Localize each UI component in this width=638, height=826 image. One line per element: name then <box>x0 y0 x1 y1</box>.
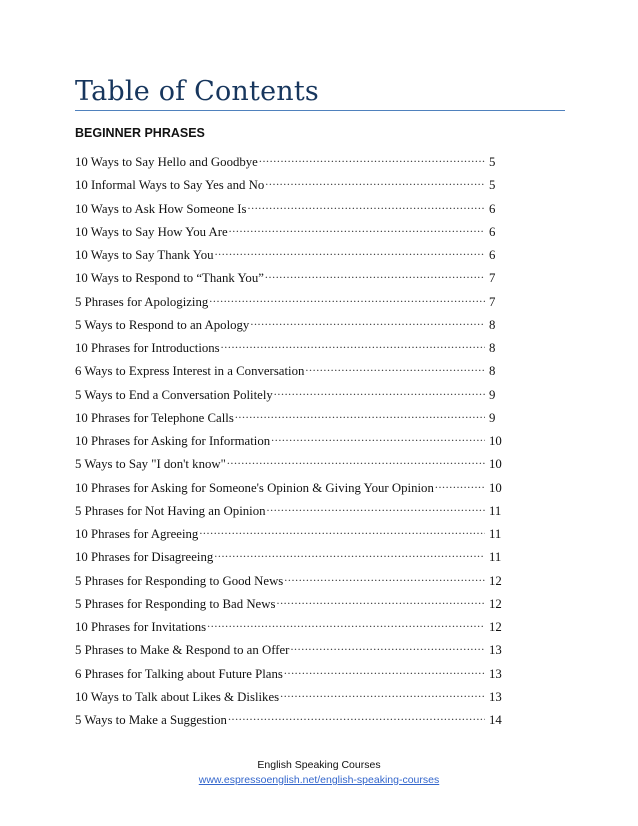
dot-leader <box>199 522 485 538</box>
toc-page-number: 8 <box>489 317 496 332</box>
toc-entry-title: 10 Phrases for Telephone Calls <box>75 410 234 425</box>
toc-entry[interactable] <box>75 173 503 196</box>
toc-page-number: 6 <box>489 201 496 216</box>
toc-page-number: 12 <box>489 620 502 634</box>
toc-entry-title: 5 Phrases to Make & Respond to an Offer <box>75 643 290 658</box>
toc-entry-title: 10 Ways to Say Thank You <box>75 248 214 262</box>
toc-page-number: 12 <box>489 596 502 611</box>
toc-entry[interactable] <box>75 220 503 243</box>
dot-leader <box>214 545 485 561</box>
toc-entry[interactable] <box>75 406 503 429</box>
toc-entry[interactable] <box>75 638 503 661</box>
toc-entry[interactable] <box>75 336 503 359</box>
toc-entry[interactable] <box>75 359 503 382</box>
toc-page-number: 10 <box>489 457 502 472</box>
dot-leader <box>305 359 485 375</box>
toc-entry-title: 10 Phrases for Disagreeing <box>75 550 214 565</box>
toc-entry[interactable] <box>75 662 503 685</box>
dot-leader <box>265 173 485 189</box>
toc-entry[interactable] <box>75 429 503 452</box>
section-heading: BEGINNER PHRASES <box>75 126 205 140</box>
toc-entry[interactable] <box>75 685 503 708</box>
toc-entry[interactable] <box>75 569 503 592</box>
toc-page-number: 7 <box>489 271 496 286</box>
toc-entry-title: 10 Ways to Talk about Likes & Dislikes <box>75 689 280 704</box>
toc-entry[interactable] <box>75 545 503 568</box>
dot-leader <box>284 569 485 585</box>
toc-entry-title: 10 Ways to Respond to “Thank You” <box>75 271 264 286</box>
toc-entry-title: 10 Informal Ways to Say Yes and No <box>75 178 265 193</box>
dot-leader <box>259 150 485 166</box>
toc-entry-title: 5 Phrases for Apologizing <box>75 294 209 309</box>
toc-entry-title: 5 Ways to Say "I don't know" <box>75 457 226 472</box>
dot-leader <box>250 313 485 329</box>
toc-entry[interactable] <box>75 452 503 475</box>
toc-entry[interactable] <box>75 150 503 173</box>
toc-page-number: 13 <box>489 689 502 704</box>
toc-entry[interactable] <box>75 197 503 220</box>
dot-leader <box>265 266 485 282</box>
dot-leader <box>229 220 485 236</box>
toc-page-number: 5 <box>489 155 496 169</box>
dot-leader <box>228 708 485 724</box>
dot-leader <box>274 383 485 399</box>
toc-entry-title: 5 Ways to Respond to an Apology <box>75 317 250 332</box>
toc-entry-title: 5 Ways to Make a Suggestion <box>75 713 227 727</box>
toc-entry[interactable] <box>75 522 503 545</box>
toc-page-number: 6 <box>489 224 496 239</box>
dot-leader <box>248 197 486 213</box>
footer-link[interactable]: www.espressoenglish.net/english-speaking-courses <box>198 774 440 786</box>
toc-entry[interactable] <box>75 243 503 266</box>
page-title: Table of Contents <box>75 76 319 107</box>
toc-entry[interactable] <box>75 708 503 731</box>
toc-entry-title: 10 Phrases for Invitations <box>75 620 207 634</box>
title-divider <box>75 110 565 111</box>
toc-entry-title: 5 Phrases for Responding to Good News <box>75 573 284 588</box>
toc-entry-title: 6 Phrases for Talking about Future Plans <box>75 666 283 681</box>
toc-page-number: 12 <box>489 573 502 588</box>
toc-page-number: 6 <box>489 248 496 262</box>
toc-entry[interactable] <box>75 266 503 289</box>
toc-page-number: 13 <box>489 666 502 681</box>
dot-leader <box>280 685 485 701</box>
toc-page-number: 7 <box>489 294 496 309</box>
toc-entry-title: 10 Ways to Say How You Are <box>75 224 228 239</box>
toc-page-number: 11 <box>489 527 502 541</box>
toc-entry-title: 5 Phrases for Responding to Bad News <box>75 596 276 611</box>
toc-entry-title: 5 Ways to End a Conversation Politely <box>75 387 273 402</box>
toc-entry-title: 10 Phrases for Introductions <box>75 341 220 355</box>
toc-entry[interactable] <box>75 592 503 615</box>
toc-page-number: 11 <box>489 503 502 518</box>
toc-page-number: 8 <box>489 364 496 379</box>
toc-entry-title: 10 Ways to Say Hello and Goodbye <box>75 155 258 169</box>
toc-entry[interactable] <box>75 290 503 313</box>
toc-list <box>75 150 503 731</box>
toc-entry[interactable] <box>75 313 503 336</box>
toc-page-number: 9 <box>489 410 496 425</box>
footer-course-name: English Speaking Courses <box>257 759 381 771</box>
toc-entry-title: 10 Ways to Ask How Someone Is <box>75 201 247 216</box>
dot-leader <box>209 290 485 306</box>
dot-leader <box>290 638 485 654</box>
toc-page-number: 8 <box>489 341 496 355</box>
toc-entry[interactable] <box>75 499 503 522</box>
toc-entry-title: 5 Phrases for Not Having an Opinion <box>75 503 266 518</box>
toc-entry-title: 10 Phrases for Asking for Information <box>75 434 271 448</box>
dot-leader <box>267 499 485 515</box>
toc-page-number: 10 <box>489 434 502 448</box>
toc-entry-title: 10 Phrases for Agreeing <box>75 527 199 541</box>
toc-entry-title: 6 Ways to Express Interest in a Conversation <box>75 364 305 379</box>
toc-page-number: 11 <box>489 550 502 565</box>
toc-page-number: 14 <box>489 713 502 727</box>
dot-leader <box>276 592 485 608</box>
dot-leader <box>435 476 485 492</box>
toc-entry[interactable] <box>75 615 503 638</box>
toc-entry[interactable] <box>75 383 503 406</box>
toc-page-number: 13 <box>489 643 502 658</box>
dot-leader <box>235 406 485 422</box>
dot-leader <box>227 452 485 468</box>
toc-page-number: 5 <box>489 178 496 193</box>
toc-entry[interactable] <box>75 476 503 499</box>
dot-leader <box>215 243 485 259</box>
toc-page-number: 10 <box>489 480 502 495</box>
dot-leader <box>284 662 485 678</box>
dot-leader <box>271 429 485 445</box>
dot-leader <box>207 615 485 631</box>
dot-leader <box>221 336 485 352</box>
toc-page-number: 9 <box>489 387 496 402</box>
toc-entry-title: 10 Phrases for Asking for Someone's Opinion & Giving Your Opinion <box>75 480 434 495</box>
